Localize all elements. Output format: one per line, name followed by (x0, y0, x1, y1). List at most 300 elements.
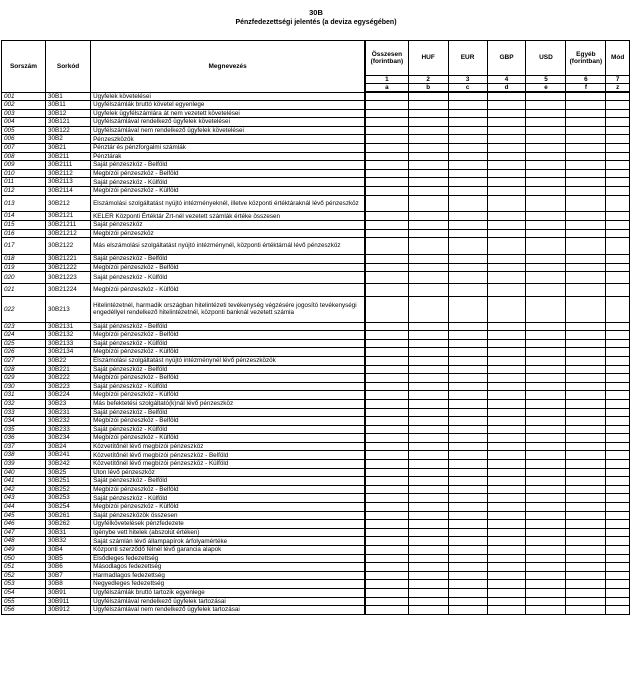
value-cell[interactable] (526, 391, 566, 400)
value-cell[interactable] (365, 425, 408, 434)
value-cell[interactable] (566, 382, 606, 391)
value-cell[interactable] (526, 144, 566, 153)
value-cell[interactable] (487, 417, 526, 426)
value-cell[interactable] (606, 178, 630, 187)
value-cell[interactable] (408, 468, 448, 477)
value-cell[interactable] (566, 229, 606, 238)
value-cell[interactable] (448, 101, 487, 110)
value-cell[interactable] (526, 468, 566, 477)
value-cell[interactable] (526, 348, 566, 357)
value-cell[interactable] (487, 434, 526, 443)
value-cell[interactable] (365, 169, 408, 178)
value-cell[interactable] (408, 118, 448, 127)
value-cell[interactable] (408, 144, 448, 153)
value-cell[interactable] (408, 597, 448, 606)
value-cell[interactable] (606, 425, 630, 434)
value-cell[interactable] (606, 382, 630, 391)
value-cell[interactable] (448, 187, 487, 196)
value-cell[interactable] (448, 161, 487, 170)
value-cell[interactable] (487, 255, 526, 264)
value-cell[interactable] (365, 187, 408, 196)
value-cell[interactable] (526, 263, 566, 272)
value-cell[interactable] (487, 460, 526, 469)
value-cell[interactable] (566, 356, 606, 365)
value-cell[interactable] (448, 588, 487, 597)
value-cell[interactable] (448, 606, 487, 615)
value-cell[interactable] (606, 494, 630, 503)
value-cell[interactable] (566, 434, 606, 443)
value-cell[interactable] (526, 485, 566, 494)
value-cell[interactable] (606, 152, 630, 161)
value-cell[interactable] (448, 356, 487, 365)
value-cell[interactable] (365, 588, 408, 597)
value-cell[interactable] (408, 178, 448, 187)
value-cell[interactable] (566, 161, 606, 170)
value-cell[interactable] (365, 391, 408, 400)
value-cell[interactable] (526, 546, 566, 555)
value-cell[interactable] (448, 511, 487, 520)
value-cell[interactable] (448, 399, 487, 408)
value-cell[interactable] (448, 178, 487, 187)
value-cell[interactable] (365, 485, 408, 494)
value-cell[interactable] (526, 161, 566, 170)
value-cell[interactable] (526, 339, 566, 348)
value-cell[interactable] (365, 511, 408, 520)
value-cell[interactable] (606, 339, 630, 348)
value-cell[interactable] (408, 546, 448, 555)
value-cell[interactable] (566, 135, 606, 144)
value-cell[interactable] (526, 451, 566, 460)
value-cell[interactable] (606, 520, 630, 529)
value-cell[interactable] (365, 468, 408, 477)
value-cell[interactable] (606, 263, 630, 272)
value-cell[interactable] (606, 229, 630, 238)
value-cell[interactable] (526, 195, 566, 212)
value-cell[interactable] (487, 126, 526, 135)
value-cell[interactable] (448, 322, 487, 331)
value-cell[interactable] (566, 494, 606, 503)
value-cell[interactable] (448, 546, 487, 555)
value-cell[interactable] (487, 118, 526, 127)
value-cell[interactable] (526, 374, 566, 383)
value-cell[interactable] (487, 195, 526, 212)
value-cell[interactable] (487, 297, 526, 322)
value-cell[interactable] (487, 92, 526, 101)
value-cell[interactable] (408, 255, 448, 264)
value-cell[interactable] (365, 118, 408, 127)
value-cell[interactable] (566, 195, 606, 212)
value-cell[interactable] (606, 511, 630, 520)
value-cell[interactable] (566, 451, 606, 460)
value-cell[interactable] (526, 331, 566, 340)
value-cell[interactable] (365, 563, 408, 572)
value-cell[interactable] (487, 503, 526, 512)
value-cell[interactable] (408, 503, 448, 512)
value-cell[interactable] (487, 161, 526, 170)
value-cell[interactable] (487, 272, 526, 284)
value-cell[interactable] (566, 109, 606, 118)
value-cell[interactable] (487, 537, 526, 546)
value-cell[interactable] (606, 597, 630, 606)
value-cell[interactable] (606, 417, 630, 426)
value-cell[interactable] (566, 399, 606, 408)
value-cell[interactable] (408, 109, 448, 118)
value-cell[interactable] (408, 588, 448, 597)
value-cell[interactable] (487, 382, 526, 391)
value-cell[interactable] (606, 537, 630, 546)
value-cell[interactable] (566, 460, 606, 469)
value-cell[interactable] (487, 391, 526, 400)
value-cell[interactable] (408, 229, 448, 238)
value-cell[interactable] (487, 442, 526, 451)
value-cell[interactable] (487, 109, 526, 118)
value-cell[interactable] (566, 520, 606, 529)
value-cell[interactable] (487, 238, 526, 255)
value-cell[interactable] (408, 221, 448, 230)
value-cell[interactable] (365, 434, 408, 443)
value-cell[interactable] (408, 365, 448, 374)
value-cell[interactable] (365, 331, 408, 340)
value-cell[interactable] (365, 212, 408, 221)
value-cell[interactable] (448, 477, 487, 486)
value-cell[interactable] (566, 101, 606, 110)
value-cell[interactable] (448, 408, 487, 417)
value-cell[interactable] (487, 331, 526, 340)
value-cell[interactable] (606, 144, 630, 153)
value-cell[interactable] (526, 297, 566, 322)
value-cell[interactable] (606, 118, 630, 127)
value-cell[interactable] (365, 356, 408, 365)
value-cell[interactable] (526, 442, 566, 451)
value-cell[interactable] (606, 255, 630, 264)
value-cell[interactable] (448, 126, 487, 135)
value-cell[interactable] (365, 503, 408, 512)
value-cell[interactable] (448, 229, 487, 238)
value-cell[interactable] (526, 101, 566, 110)
value-cell[interactable] (526, 460, 566, 469)
value-cell[interactable] (365, 460, 408, 469)
value-cell[interactable] (408, 272, 448, 284)
value-cell[interactable] (526, 178, 566, 187)
value-cell[interactable] (606, 546, 630, 555)
value-cell[interactable] (408, 169, 448, 178)
value-cell[interactable] (566, 417, 606, 426)
value-cell[interactable] (408, 187, 448, 196)
value-cell[interactable] (526, 511, 566, 520)
value-cell[interactable] (487, 451, 526, 460)
value-cell[interactable] (487, 348, 526, 357)
value-cell[interactable] (526, 520, 566, 529)
value-cell[interactable] (448, 580, 487, 589)
value-cell[interactable] (606, 606, 630, 615)
value-cell[interactable] (606, 460, 630, 469)
value-cell[interactable] (526, 229, 566, 238)
value-cell[interactable] (487, 229, 526, 238)
value-cell[interactable] (365, 537, 408, 546)
value-cell[interactable] (365, 597, 408, 606)
value-cell[interactable] (408, 263, 448, 272)
value-cell[interactable] (566, 339, 606, 348)
value-cell[interactable] (566, 511, 606, 520)
value-cell[interactable] (606, 187, 630, 196)
value-cell[interactable] (566, 425, 606, 434)
value-cell[interactable] (526, 408, 566, 417)
value-cell[interactable] (365, 417, 408, 426)
value-cell[interactable] (448, 169, 487, 178)
value-cell[interactable] (487, 263, 526, 272)
value-cell[interactable] (566, 374, 606, 383)
value-cell[interactable] (606, 580, 630, 589)
value-cell[interactable] (526, 238, 566, 255)
value-cell[interactable] (526, 272, 566, 284)
value-cell[interactable] (526, 118, 566, 127)
value-cell[interactable] (566, 238, 606, 255)
value-cell[interactable] (526, 221, 566, 230)
value-cell[interactable] (487, 135, 526, 144)
value-cell[interactable] (487, 468, 526, 477)
value-cell[interactable] (526, 606, 566, 615)
value-cell[interactable] (365, 451, 408, 460)
value-cell[interactable] (487, 101, 526, 110)
value-cell[interactable] (448, 442, 487, 451)
value-cell[interactable] (487, 322, 526, 331)
value-cell[interactable] (408, 408, 448, 417)
value-cell[interactable] (365, 339, 408, 348)
value-cell[interactable] (606, 399, 630, 408)
value-cell[interactable] (526, 537, 566, 546)
value-cell[interactable] (606, 238, 630, 255)
value-cell[interactable] (448, 494, 487, 503)
value-cell[interactable] (408, 101, 448, 110)
value-cell[interactable] (487, 571, 526, 580)
value-cell[interactable] (408, 195, 448, 212)
value-cell[interactable] (526, 597, 566, 606)
value-cell[interactable] (566, 126, 606, 135)
value-cell[interactable] (566, 537, 606, 546)
value-cell[interactable] (365, 382, 408, 391)
value-cell[interactable] (487, 425, 526, 434)
value-cell[interactable] (606, 169, 630, 178)
value-cell[interactable] (448, 468, 487, 477)
value-cell[interactable] (526, 425, 566, 434)
value-cell[interactable] (526, 126, 566, 135)
value-cell[interactable] (408, 238, 448, 255)
value-cell[interactable] (408, 135, 448, 144)
value-cell[interactable] (487, 187, 526, 196)
value-cell[interactable] (365, 374, 408, 383)
value-cell[interactable] (408, 152, 448, 161)
value-cell[interactable] (448, 283, 487, 296)
value-cell[interactable] (606, 528, 630, 537)
value-cell[interactable] (606, 348, 630, 357)
value-cell[interactable] (526, 365, 566, 374)
value-cell[interactable] (487, 408, 526, 417)
value-cell[interactable] (487, 144, 526, 153)
value-cell[interactable] (448, 503, 487, 512)
value-cell[interactable] (526, 356, 566, 365)
value-cell[interactable] (606, 161, 630, 170)
value-cell[interactable] (606, 221, 630, 230)
value-cell[interactable] (408, 331, 448, 340)
value-cell[interactable] (408, 126, 448, 135)
value-cell[interactable] (526, 283, 566, 296)
value-cell[interactable] (526, 503, 566, 512)
value-cell[interactable] (606, 92, 630, 101)
value-cell[interactable] (606, 503, 630, 512)
value-cell[interactable] (606, 485, 630, 494)
value-cell[interactable] (448, 92, 487, 101)
value-cell[interactable] (408, 571, 448, 580)
value-cell[interactable] (606, 408, 630, 417)
value-cell[interactable] (408, 554, 448, 563)
value-cell[interactable] (606, 331, 630, 340)
value-cell[interactable] (566, 297, 606, 322)
value-cell[interactable] (606, 477, 630, 486)
value-cell[interactable] (408, 460, 448, 469)
value-cell[interactable] (566, 118, 606, 127)
value-cell[interactable] (365, 221, 408, 230)
value-cell[interactable] (526, 255, 566, 264)
value-cell[interactable] (606, 109, 630, 118)
value-cell[interactable] (448, 195, 487, 212)
value-cell[interactable] (365, 571, 408, 580)
value-cell[interactable] (448, 537, 487, 546)
value-cell[interactable] (606, 356, 630, 365)
value-cell[interactable] (606, 374, 630, 383)
value-cell[interactable] (606, 322, 630, 331)
value-cell[interactable] (606, 391, 630, 400)
value-cell[interactable] (566, 503, 606, 512)
value-cell[interactable] (448, 135, 487, 144)
value-cell[interactable] (526, 399, 566, 408)
value-cell[interactable] (365, 152, 408, 161)
value-cell[interactable] (365, 528, 408, 537)
value-cell[interactable] (566, 144, 606, 153)
value-cell[interactable] (365, 408, 408, 417)
value-cell[interactable] (408, 322, 448, 331)
value-cell[interactable] (606, 101, 630, 110)
value-cell[interactable] (448, 425, 487, 434)
value-cell[interactable] (566, 322, 606, 331)
value-cell[interactable] (365, 322, 408, 331)
value-cell[interactable] (408, 417, 448, 426)
value-cell[interactable] (487, 339, 526, 348)
value-cell[interactable] (566, 597, 606, 606)
value-cell[interactable] (408, 451, 448, 460)
value-cell[interactable] (487, 494, 526, 503)
value-cell[interactable] (566, 187, 606, 196)
value-cell[interactable] (448, 255, 487, 264)
value-cell[interactable] (487, 178, 526, 187)
value-cell[interactable] (487, 520, 526, 529)
value-cell[interactable] (606, 588, 630, 597)
value-cell[interactable] (365, 195, 408, 212)
value-cell[interactable] (526, 417, 566, 426)
value-cell[interactable] (408, 348, 448, 357)
value-cell[interactable] (566, 255, 606, 264)
value-cell[interactable] (487, 554, 526, 563)
value-cell[interactable] (448, 297, 487, 322)
value-cell[interactable] (566, 331, 606, 340)
value-cell[interactable] (606, 434, 630, 443)
value-cell[interactable] (526, 494, 566, 503)
value-cell[interactable] (365, 546, 408, 555)
value-cell[interactable] (448, 109, 487, 118)
value-cell[interactable] (365, 283, 408, 296)
value-cell[interactable] (487, 580, 526, 589)
value-cell[interactable] (487, 212, 526, 221)
value-cell[interactable] (526, 588, 566, 597)
value-cell[interactable] (566, 554, 606, 563)
value-cell[interactable] (448, 348, 487, 357)
value-cell[interactable] (606, 451, 630, 460)
value-cell[interactable] (526, 135, 566, 144)
value-cell[interactable] (606, 283, 630, 296)
value-cell[interactable] (606, 554, 630, 563)
value-cell[interactable] (365, 161, 408, 170)
value-cell[interactable] (448, 212, 487, 221)
value-cell[interactable] (566, 221, 606, 230)
value-cell[interactable] (448, 238, 487, 255)
value-cell[interactable] (606, 442, 630, 451)
value-cell[interactable] (408, 161, 448, 170)
value-cell[interactable] (487, 399, 526, 408)
value-cell[interactable] (448, 152, 487, 161)
value-cell[interactable] (408, 425, 448, 434)
value-cell[interactable] (448, 221, 487, 230)
value-cell[interactable] (448, 263, 487, 272)
value-cell[interactable] (606, 297, 630, 322)
value-cell[interactable] (365, 580, 408, 589)
value-cell[interactable] (365, 272, 408, 284)
value-cell[interactable] (487, 477, 526, 486)
value-cell[interactable] (566, 580, 606, 589)
value-cell[interactable] (566, 571, 606, 580)
value-cell[interactable] (408, 563, 448, 572)
value-cell[interactable] (606, 272, 630, 284)
value-cell[interactable] (408, 391, 448, 400)
value-cell[interactable] (448, 563, 487, 572)
value-cell[interactable] (408, 606, 448, 615)
value-cell[interactable] (408, 580, 448, 589)
value-cell[interactable] (408, 485, 448, 494)
value-cell[interactable] (365, 365, 408, 374)
value-cell[interactable] (487, 511, 526, 520)
value-cell[interactable] (365, 144, 408, 153)
value-cell[interactable] (606, 365, 630, 374)
value-cell[interactable] (408, 477, 448, 486)
value-cell[interactable] (448, 485, 487, 494)
value-cell[interactable] (408, 382, 448, 391)
value-cell[interactable] (566, 272, 606, 284)
value-cell[interactable] (566, 283, 606, 296)
value-cell[interactable] (448, 382, 487, 391)
value-cell[interactable] (526, 571, 566, 580)
value-cell[interactable] (365, 494, 408, 503)
value-cell[interactable] (526, 92, 566, 101)
value-cell[interactable] (365, 178, 408, 187)
value-cell[interactable] (408, 92, 448, 101)
value-cell[interactable] (365, 135, 408, 144)
value-cell[interactable] (408, 297, 448, 322)
value-cell[interactable] (606, 126, 630, 135)
value-cell[interactable] (365, 229, 408, 238)
value-cell[interactable] (448, 597, 487, 606)
value-cell[interactable] (448, 460, 487, 469)
value-cell[interactable] (566, 348, 606, 357)
value-cell[interactable] (408, 434, 448, 443)
value-cell[interactable] (365, 399, 408, 408)
